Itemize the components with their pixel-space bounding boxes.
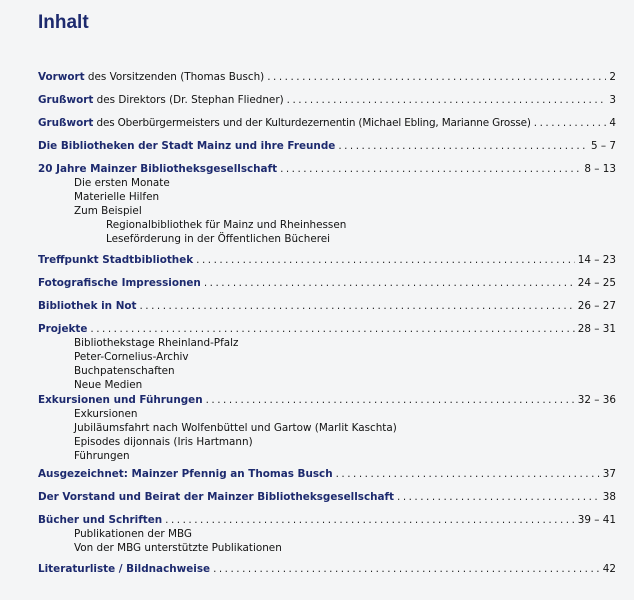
entry-title-bold: Bücher und Schriften — [38, 514, 163, 526]
page-number: 24 – 25 — [577, 277, 616, 289]
entry-title-rest: des Vorsitzenden (Thomas Busch) — [84, 71, 265, 83]
toc-entry-20-jahre[interactable] — [38, 162, 616, 177]
sub-entry[interactable]: Zum Beispiel — [74, 205, 142, 217]
entry-title-bold: Exkursionen und Führungen — [38, 394, 203, 406]
toc-entry-buecher-schriften[interactable] — [38, 513, 616, 528]
sub-sub-entry[interactable]: Leseförderung in der Öffentlichen Bücherei — [106, 233, 331, 245]
page-number: 2 — [609, 71, 616, 83]
page-number: 37 — [602, 468, 616, 480]
leader-dots — [287, 93, 607, 108]
entry-title-bold: Literaturliste / Bildnachweise — [38, 563, 211, 575]
sub-entry[interactable]: Peter-Cornelius-Archiv — [74, 351, 189, 363]
entry-title-bold: 20 Jahre Mainzer Bibliotheksgesellschaft — [38, 163, 278, 175]
page-number: 38 — [602, 491, 616, 503]
page-number: 4 — [609, 117, 616, 129]
sub-entry[interactable]: Die ersten Monate — [74, 177, 170, 189]
leader-dots — [196, 253, 575, 268]
entry-title-bold: Fotografische Impressionen — [38, 277, 201, 289]
leader-dots — [338, 139, 588, 154]
entry-title-bold: Treffpunkt Stadtbibliothek — [38, 254, 194, 266]
toc-entry-grusswort-oberbuergermeister[interactable] — [38, 116, 616, 131]
leader-dots — [90, 322, 574, 337]
page-number: 8 – 13 — [584, 163, 616, 175]
sub-entry[interactable]: Exkursionen — [74, 408, 138, 420]
toc-entry-bibliothek-in-not[interactable] — [38, 299, 616, 314]
sub-entry[interactable]: Materielle Hilfen — [74, 191, 160, 203]
entry-title-bold: Ausgezeichnet: Mainzer Pfennig an Thomas Busch — [38, 468, 333, 480]
leader-dots — [204, 276, 575, 291]
page-number: 32 – 36 — [577, 394, 616, 406]
toc-entry-vorwort[interactable] — [38, 70, 616, 85]
page-number: 42 — [602, 563, 616, 575]
sub-entry[interactable]: Buchpatenschaften — [74, 365, 175, 377]
sub-entry[interactable]: Episodes dijonnais (Iris Hartmann) — [74, 436, 253, 448]
toc-entry-literaturliste[interactable] — [38, 562, 616, 577]
page-number: 14 – 23 — [577, 254, 616, 266]
page-number: 28 – 31 — [577, 323, 616, 335]
leader-dots — [140, 299, 575, 314]
sub-entry[interactable]: Bibliothekstage Rheinland-Pfalz — [74, 337, 239, 349]
page-number: 39 – 41 — [577, 514, 616, 526]
leader-dots — [206, 393, 575, 408]
entry-title-bold: Vorwort — [38, 71, 85, 83]
entry-title-bold: Bibliothek in Not — [38, 300, 137, 312]
leader-dots — [397, 490, 600, 505]
leader-dots — [267, 70, 606, 85]
leader-dots — [336, 467, 600, 482]
entry-title-bold: Grußwort — [38, 117, 94, 129]
leader-dots — [213, 562, 600, 577]
leader-dots — [280, 162, 581, 177]
entry-title-bold: Der Vorstand und Beirat der Mainzer Bibliotheksgesellschaft — [38, 491, 395, 503]
entry-title-rest: des Oberbürgermeisters und der Kulturdezernentin (Michael Ebling, Marianne Grosse) — [93, 117, 531, 129]
toc-entry-vorstand-beirat[interactable] — [38, 490, 616, 505]
sub-entry[interactable]: Publikationen der MBG — [74, 528, 192, 540]
page-number: 5 – 7 — [590, 140, 616, 152]
page-number: 3 — [609, 94, 616, 106]
entry-title-bold: Grußwort — [38, 94, 94, 106]
sub-entry[interactable]: Führungen — [74, 450, 130, 462]
entry-title-bold: Die Bibliotheken der Stadt Mainz und ihre Freunde — [38, 140, 336, 152]
entry-title-bold: Projekte — [38, 323, 88, 335]
page-number: 26 – 27 — [577, 300, 616, 312]
leader-dots — [165, 513, 575, 528]
toc-entry-grusswort-direktor[interactable] — [38, 93, 616, 108]
leader-dots — [534, 116, 607, 131]
toc-entry-bibliotheken[interactable] — [38, 139, 616, 154]
toc-entry-treffpunkt[interactable] — [38, 253, 616, 268]
sub-sub-entry[interactable]: Regionalbibliothek für Mainz und Rheinhessen — [106, 219, 347, 231]
sub-entry[interactable]: Neue Medien — [74, 379, 143, 391]
toc-entry-ausgezeichnet[interactable] — [38, 467, 616, 482]
toc-entry-exkursionen[interactable] — [38, 393, 616, 408]
sub-entry[interactable]: Von der MBG unterstützte Publikationen — [74, 542, 282, 554]
entry-title-rest: des Direktors (Dr. Stephan Fliedner) — [93, 94, 284, 106]
page-title: Inhalt — [38, 12, 89, 33]
toc-entry-projekte[interactable] — [38, 322, 616, 337]
toc-entry-fotografische-impressionen[interactable] — [38, 276, 616, 291]
sub-entry[interactable]: Jubiläumsfahrt nach Wolfenbüttel und Gartow (Marlit Kaschta) — [74, 422, 397, 434]
